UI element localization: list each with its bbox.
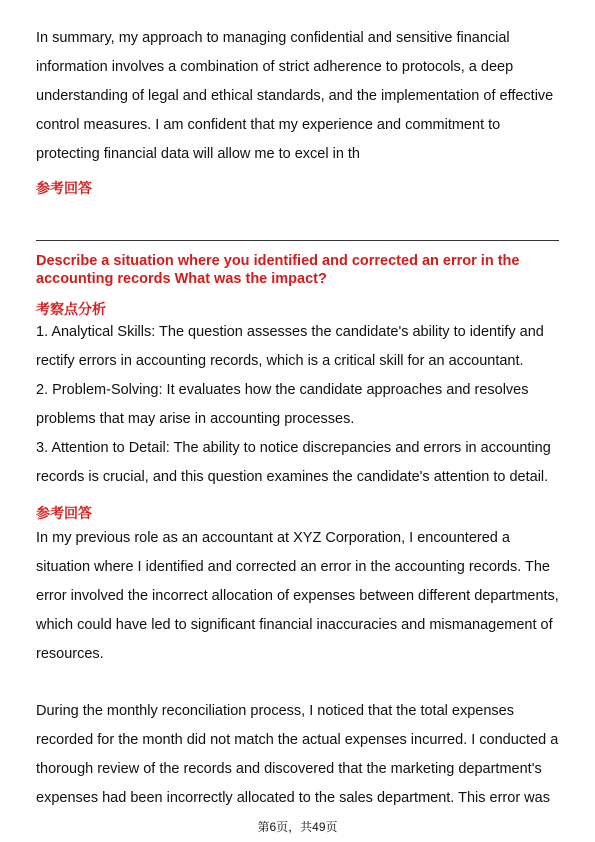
summary-paragraph <box>36 24 562 169</box>
summary-line: protecting financial data will allow me to excel in th <box>36 146 360 162</box>
answer-line: situation where I identified and corrected an error in the accounting records. The <box>36 559 550 575</box>
analysis-line: 2. Problem-Solving: It evaluates how the candidate approaches and resolves <box>36 382 529 398</box>
answer-line: resources. <box>36 646 104 662</box>
answer-line: During the monthly reconciliation process, I noticed that the total expenses <box>36 703 514 719</box>
answer-line: which could have led to significant financial inaccuracies and mismanagement of <box>36 617 553 633</box>
question-line: accounting records What was the impact? <box>36 271 327 287</box>
analysis-label: 考察点分析 <box>36 301 106 317</box>
answer-paragraph-2 <box>36 697 562 813</box>
answer-line: expenses had been incorrectly allocated to the sales department. This error was <box>36 790 550 806</box>
analysis-line: records is crucial, and this question examines the candidate's attention to detail. <box>36 469 549 485</box>
analysis-line: problems that may arise in accounting processes. <box>36 411 355 427</box>
page-number: 第6页，共49页 <box>257 820 338 834</box>
question-heading <box>36 252 566 288</box>
answer-line: recorded for the month did not match the actual expenses incurred. I conducted a <box>36 732 559 748</box>
summary-line: In summary, my approach to managing confidential and sensitive financial <box>36 30 510 46</box>
reference-answer-label: 参考回答 <box>36 505 92 521</box>
answer-line: error involved the incorrect allocation of expenses between different departments, <box>36 588 559 604</box>
summary-line: control measures. I am confident that my experience and commitment to <box>36 117 501 133</box>
answer-line: In my previous role as an accountant at XYZ Corporation, I encountered a <box>36 530 510 546</box>
analysis-line: 3. Attention to Detail: The ability to notice discrepancies and errors in accounting <box>36 440 551 456</box>
question-line: Describe a situation where you identified and corrected an error in the <box>36 253 520 269</box>
answer-line: thorough review of the records and discovered that the marketing department's <box>36 761 542 777</box>
summary-line: information involves a combination of strict adherence to protocols, a deep <box>36 59 514 75</box>
analysis-paragraph <box>36 318 562 492</box>
analysis-line: rectify errors in accounting records, which is a critical skill for an accountant. <box>36 353 524 369</box>
answer-paragraph-1 <box>36 524 562 669</box>
summary-line: understanding of legal and ethical standards, and the implementation of effective <box>36 88 554 104</box>
analysis-line: 1. Analytical Skills: The question assesses the candidate's ability to identify and <box>36 324 544 340</box>
section-divider <box>36 240 559 241</box>
reference-answer-label: 参考回答 <box>36 180 92 196</box>
